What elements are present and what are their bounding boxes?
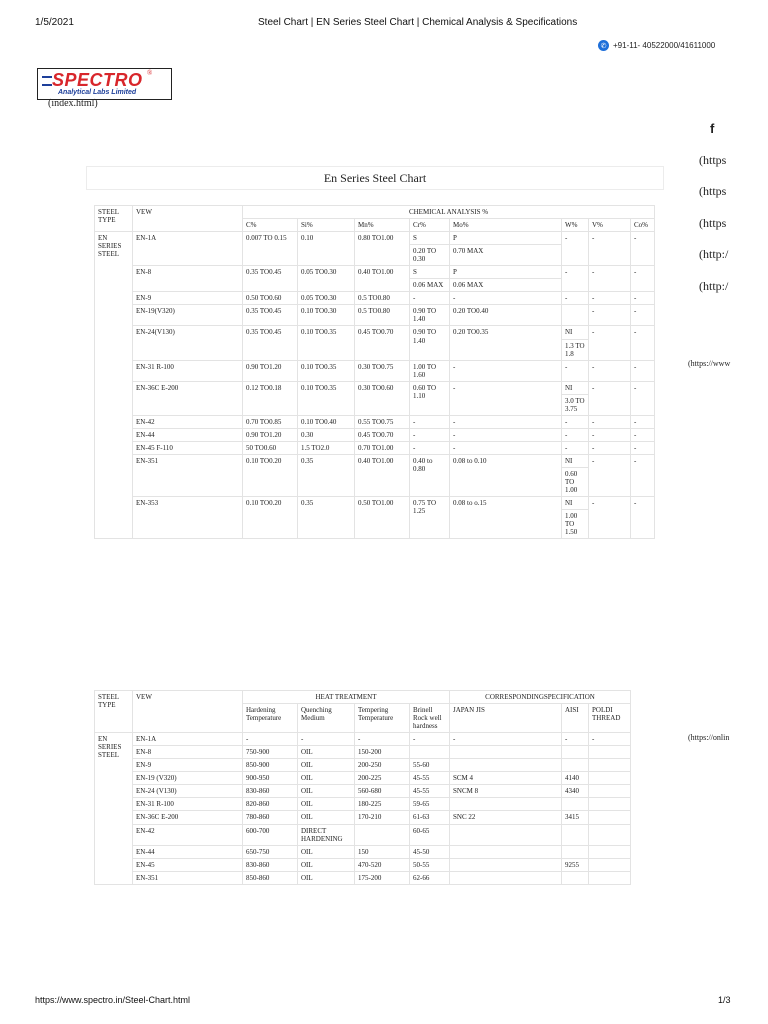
brinell-cell: 45-55 bbox=[410, 772, 450, 785]
mn-cell: 0.30 TO0.60 bbox=[355, 381, 410, 415]
mo-cell: - bbox=[450, 381, 562, 415]
brinell-cell: 62-66 bbox=[410, 871, 450, 884]
hard-cell: 850-860 bbox=[243, 871, 298, 884]
header-heat-treatment: HEAT TREATMENT bbox=[243, 691, 450, 704]
column-header: W% bbox=[562, 219, 589, 232]
v-cell: - bbox=[589, 326, 631, 360]
quench-cell: OIL bbox=[298, 798, 355, 811]
hard-cell: 830-860 bbox=[243, 785, 298, 798]
si-cell: 0.35 bbox=[298, 497, 355, 539]
poldi-cell bbox=[589, 824, 631, 845]
vew-cell: EN-9 bbox=[133, 759, 243, 772]
mo-cell: P bbox=[450, 266, 562, 279]
brinell-cell: - bbox=[410, 733, 450, 746]
vew-cell: EN-9 bbox=[133, 292, 243, 305]
v-cell: - bbox=[589, 232, 631, 266]
vew-cell: EN-36C E-200 bbox=[133, 811, 243, 824]
c-cell: 0.70 TO0.85 bbox=[243, 415, 298, 428]
column-header: Si% bbox=[298, 219, 355, 232]
facebook-icon[interactable]: f bbox=[710, 121, 715, 136]
c-cell: 0.12 TO0.18 bbox=[243, 381, 298, 415]
vew-cell: EN-353 bbox=[133, 497, 243, 539]
hard-cell: 600-700 bbox=[243, 824, 298, 845]
co-cell: - bbox=[631, 292, 655, 305]
quench-cell: OIL bbox=[298, 858, 355, 871]
cr-cell: - bbox=[410, 441, 450, 454]
page-number: 1/3 bbox=[718, 995, 731, 1005]
poldi-cell bbox=[589, 811, 631, 824]
quench-cell: - bbox=[298, 733, 355, 746]
table-row bbox=[95, 746, 631, 759]
aisi-cell bbox=[562, 824, 589, 845]
table-row bbox=[95, 772, 631, 785]
table-row bbox=[95, 845, 631, 858]
column-header: Mn% bbox=[355, 219, 410, 232]
linkedin-link[interactable]: (https bbox=[699, 184, 727, 198]
vew-cell: EN-8 bbox=[133, 266, 243, 292]
cr-cell: S bbox=[410, 266, 450, 279]
table-row bbox=[95, 811, 631, 824]
table-row bbox=[95, 428, 655, 441]
w-cell: - bbox=[562, 266, 589, 292]
cr-cell: - bbox=[410, 292, 450, 305]
co-cell: - bbox=[631, 305, 655, 326]
temper-cell: 150-200 bbox=[355, 746, 410, 759]
column-header: Cr% bbox=[410, 219, 450, 232]
column-header: Quenching Medium bbox=[298, 704, 355, 733]
side-link-1[interactable]: (https://www bbox=[688, 359, 731, 368]
poldi-cell bbox=[589, 845, 631, 858]
hard-cell: 650-750 bbox=[243, 845, 298, 858]
table-row bbox=[95, 871, 631, 884]
w-cell: NI bbox=[562, 326, 589, 339]
vew-cell: EN-45 bbox=[133, 858, 243, 871]
jis-cell bbox=[450, 824, 562, 845]
co-cell: - bbox=[631, 428, 655, 441]
quench-cell: OIL bbox=[298, 811, 355, 824]
cr-cell: - bbox=[410, 415, 450, 428]
co-cell: - bbox=[631, 415, 655, 428]
heat-treatment-table bbox=[94, 690, 631, 885]
table-row bbox=[95, 785, 631, 798]
mn-cell: 0.40 TO1.00 bbox=[355, 266, 410, 292]
cr-cell: 1.00 TO 1.60 bbox=[410, 360, 450, 381]
cr-cell: S bbox=[410, 232, 450, 245]
v-cell: - bbox=[589, 454, 631, 496]
mo-cell: 0.20 TO0.40 bbox=[450, 305, 562, 326]
vew-cell: EN-44 bbox=[133, 428, 243, 441]
w-cell-2: 3.0 TO 3.75 bbox=[562, 394, 589, 415]
vew-cell: EN-42 bbox=[133, 415, 243, 428]
co-cell: - bbox=[631, 497, 655, 539]
mo-cell: 0.08 to 0.10 bbox=[450, 454, 562, 496]
column-header: AISI bbox=[562, 704, 589, 733]
co-cell: - bbox=[631, 360, 655, 381]
jis-cell: SNCM 8 bbox=[450, 785, 562, 798]
co-cell: - bbox=[631, 326, 655, 360]
si-cell: 0.05 TO0.30 bbox=[298, 266, 355, 292]
temper-cell: 470-520 bbox=[355, 858, 410, 871]
jis-cell bbox=[450, 871, 562, 884]
mn-cell: 0.50 TO1.00 bbox=[355, 497, 410, 539]
quench-cell: OIL bbox=[298, 785, 355, 798]
temper-cell: 175-200 bbox=[355, 871, 410, 884]
vew-cell: EN-31 R-100 bbox=[133, 798, 243, 811]
mn-cell: 0.80 TO1.00 bbox=[355, 232, 410, 266]
mn-cell: 0.45 TO0.70 bbox=[355, 428, 410, 441]
table-row bbox=[95, 360, 655, 381]
c-cell: 0.10 TO0.20 bbox=[243, 497, 298, 539]
w-cell: - bbox=[562, 232, 589, 266]
si-cell: 0.10 TO0.35 bbox=[298, 326, 355, 360]
w-cell: - bbox=[562, 428, 589, 441]
hard-cell: 780-860 bbox=[243, 811, 298, 824]
twitter-link[interactable]: (https bbox=[699, 153, 727, 167]
jis-cell bbox=[450, 858, 562, 871]
temper-cell: 180-225 bbox=[355, 798, 410, 811]
si-cell: 1.5 TO2.0 bbox=[298, 441, 355, 454]
spectro-logo[interactable] bbox=[37, 68, 172, 100]
jis-cell bbox=[450, 746, 562, 759]
v-cell: - bbox=[589, 305, 631, 326]
side-link-2[interactable]: (https://onlin bbox=[688, 733, 730, 742]
v-cell: - bbox=[589, 360, 631, 381]
jis-cell bbox=[450, 759, 562, 772]
v-cell: - bbox=[589, 497, 631, 539]
column-header: V% bbox=[589, 219, 631, 232]
header-steel-type: STEEL TYPE bbox=[95, 206, 133, 232]
w-cell-2: 1.00 TO 1.50 bbox=[562, 510, 589, 539]
aisi-cell bbox=[562, 798, 589, 811]
c-cell: 0.10 TO0.20 bbox=[243, 454, 298, 496]
header-vew: VEW bbox=[133, 206, 243, 232]
v-cell: - bbox=[589, 441, 631, 454]
vew-cell: EN-44 bbox=[133, 845, 243, 858]
table-row bbox=[95, 798, 631, 811]
quench-cell: OIL bbox=[298, 759, 355, 772]
mo-cell: P bbox=[450, 232, 562, 245]
temper-cell: 150 bbox=[355, 845, 410, 858]
logo-subtitle: Analytical Labs Limited bbox=[58, 89, 137, 96]
steel-type-cell: EN SERIES STEEL bbox=[95, 733, 133, 885]
hard-cell: - bbox=[243, 733, 298, 746]
quench-cell: OIL bbox=[298, 845, 355, 858]
mn-cell: 0.45 TO0.70 bbox=[355, 326, 410, 360]
brinell-cell bbox=[410, 746, 450, 759]
c-cell: 0.35 TO0.45 bbox=[243, 266, 298, 292]
mo-cell: - bbox=[450, 441, 562, 454]
column-header: Hardening Temperature bbox=[243, 704, 298, 733]
cr-cell: 0.60 TO 1.10 bbox=[410, 381, 450, 415]
youtube-link[interactable]: (https bbox=[699, 216, 727, 230]
w-cell: NI bbox=[562, 497, 589, 510]
table-row bbox=[95, 381, 655, 394]
co-cell: - bbox=[631, 454, 655, 496]
cr-cell: 0.40 to 0.80 bbox=[410, 454, 450, 496]
vew-cell: EN-45 F-110 bbox=[133, 441, 243, 454]
temper-cell: - bbox=[355, 733, 410, 746]
v-cell: - bbox=[589, 415, 631, 428]
mn-cell: 0.30 TO0.75 bbox=[355, 360, 410, 381]
mn-cell: 0.70 TO1.00 bbox=[355, 441, 410, 454]
aisi-cell: - bbox=[562, 733, 589, 746]
mn-cell: 0.5 TO0.80 bbox=[355, 292, 410, 305]
aisi-cell bbox=[562, 871, 589, 884]
cr-cell: 0.75 TO 1.25 bbox=[410, 497, 450, 539]
mn-cell: 0.55 TO0.75 bbox=[355, 415, 410, 428]
hard-cell: 750-900 bbox=[243, 746, 298, 759]
jis-cell bbox=[450, 845, 562, 858]
vew-cell: EN-36C E-200 bbox=[133, 381, 243, 415]
column-header: Tempering Temperature bbox=[355, 704, 410, 733]
index-link[interactable]: (index.html) bbox=[48, 98, 98, 109]
vew-cell: EN-1A bbox=[133, 733, 243, 746]
w-cell: - bbox=[562, 415, 589, 428]
table-row bbox=[95, 759, 631, 772]
si-cell: 0.05 TO0.30 bbox=[298, 292, 355, 305]
brinell-cell: 59-65 bbox=[410, 798, 450, 811]
jis-cell: SCM 4 bbox=[450, 772, 562, 785]
header-corresponding-specification: CORRESPONDINGSPECIFICATION bbox=[450, 691, 631, 704]
c-cell: 0.90 TO1.20 bbox=[243, 428, 298, 441]
vew-cell: EN-24(V130) bbox=[133, 326, 243, 360]
si-cell: 0.10 TO0.40 bbox=[298, 415, 355, 428]
c-cell: 50 TO0.60 bbox=[243, 441, 298, 454]
mn-cell: 0.40 TO1.00 bbox=[355, 454, 410, 496]
co-cell: - bbox=[631, 232, 655, 266]
aisi-cell: 4140 bbox=[562, 772, 589, 785]
steel-type-cell: EN SERIES STEEL bbox=[95, 232, 133, 539]
table-row bbox=[95, 232, 655, 245]
quench-cell: OIL bbox=[298, 871, 355, 884]
vew-cell: EN-351 bbox=[133, 454, 243, 496]
temper-cell: 170-210 bbox=[355, 811, 410, 824]
mn-cell: 0.5 TO0.80 bbox=[355, 305, 410, 326]
print-title: Steel Chart | EN Series Steel Chart | Chemical Analysis & Specifications bbox=[258, 17, 578, 28]
poldi-cell bbox=[589, 772, 631, 785]
header-vew: VEW bbox=[133, 691, 243, 733]
quench-cell: DIRECT HARDENING bbox=[298, 824, 355, 845]
c-cell: 0.50 TO0.60 bbox=[243, 292, 298, 305]
table-row bbox=[95, 415, 655, 428]
instagram-link[interactable]: (http:/ bbox=[699, 247, 729, 261]
logo-registered-mark: ® bbox=[147, 69, 153, 77]
table-row bbox=[95, 266, 655, 279]
v-cell: - bbox=[589, 292, 631, 305]
vew-cell: EN-351 bbox=[133, 871, 243, 884]
quench-cell: OIL bbox=[298, 746, 355, 759]
logo-brand: SPECTRO bbox=[52, 70, 143, 90]
poldi-cell bbox=[589, 871, 631, 884]
cr-cell: 0.90 TO 1.40 bbox=[410, 326, 450, 360]
mo-cell: 0.20 TO0.35 bbox=[450, 326, 562, 360]
c-cell: 0.90 TO1.20 bbox=[243, 360, 298, 381]
v-cell: - bbox=[589, 428, 631, 441]
si-cell: 0.10 bbox=[298, 232, 355, 266]
temper-cell: 200-250 bbox=[355, 759, 410, 772]
brinell-cell: 61-63 bbox=[410, 811, 450, 824]
mo-cell: - bbox=[450, 415, 562, 428]
table-row bbox=[95, 454, 655, 467]
chemical-analysis-table bbox=[94, 205, 655, 539]
vew-cell: EN-19(V320) bbox=[133, 305, 243, 326]
column-header: JAPAN JIS bbox=[450, 704, 562, 733]
co-cell: - bbox=[631, 266, 655, 292]
poldi-cell bbox=[589, 858, 631, 871]
v-cell: - bbox=[589, 381, 631, 415]
table-row bbox=[95, 441, 655, 454]
c-cell: 0.35 TO0.45 bbox=[243, 305, 298, 326]
w-cell-2: 0.60 TO 1.00 bbox=[562, 468, 589, 497]
brinell-cell: 50-55 bbox=[410, 858, 450, 871]
brinell-cell: 45-50 bbox=[410, 845, 450, 858]
hard-cell: 830-860 bbox=[243, 858, 298, 871]
header-steel-type: STEEL TYPE bbox=[95, 691, 133, 733]
w-cell-2: 1.3 TO 1.8 bbox=[562, 339, 589, 360]
blog-link[interactable]: (http:/ bbox=[699, 279, 729, 293]
logo-mark bbox=[42, 76, 52, 86]
vew-cell: EN-8 bbox=[133, 746, 243, 759]
co-cell: - bbox=[631, 441, 655, 454]
cr-cell-2: 0.20 TO 0.30 bbox=[410, 245, 450, 266]
si-cell: 0.35 bbox=[298, 454, 355, 496]
hard-cell: 850-900 bbox=[243, 759, 298, 772]
hard-cell: 900-950 bbox=[243, 772, 298, 785]
mo-cell: - bbox=[450, 428, 562, 441]
c-cell: 0.007 TO 0.15 bbox=[243, 232, 298, 266]
column-header: Mo% bbox=[450, 219, 562, 232]
poldi-cell bbox=[589, 785, 631, 798]
co-cell: - bbox=[631, 381, 655, 415]
brinell-cell: 60-65 bbox=[410, 824, 450, 845]
aisi-cell: 3415 bbox=[562, 811, 589, 824]
column-header: C% bbox=[243, 219, 298, 232]
phone-icon: ✆ bbox=[598, 40, 609, 51]
w-cell: NI bbox=[562, 381, 589, 394]
vew-cell: EN-42 bbox=[133, 824, 243, 845]
aisi-cell: 9255 bbox=[562, 858, 589, 871]
table-row bbox=[95, 292, 655, 305]
vew-cell: EN-1A bbox=[133, 232, 243, 266]
temper-cell: 560-680 bbox=[355, 785, 410, 798]
vew-cell: EN-31 R-100 bbox=[133, 360, 243, 381]
cr-cell-2: 0.06 MAX bbox=[410, 279, 450, 292]
aisi-cell bbox=[562, 845, 589, 858]
mo-cell-2: 0.06 MAX bbox=[450, 279, 562, 292]
w-cell: NI bbox=[562, 454, 589, 467]
si-cell: 0.30 bbox=[298, 428, 355, 441]
mo-cell: - bbox=[450, 292, 562, 305]
temper-cell bbox=[355, 824, 410, 845]
poldi-cell: - bbox=[589, 733, 631, 746]
table-row bbox=[95, 824, 631, 845]
v-cell: - bbox=[589, 266, 631, 292]
column-header: Co% bbox=[631, 219, 655, 232]
table-row bbox=[95, 497, 655, 510]
column-header: POLDI THREAD bbox=[589, 704, 631, 733]
table-row bbox=[95, 858, 631, 871]
mo-cell: 0.08 to o.15 bbox=[450, 497, 562, 539]
poldi-cell bbox=[589, 746, 631, 759]
table-row bbox=[95, 326, 655, 339]
aisi-cell bbox=[562, 746, 589, 759]
jis-cell bbox=[450, 798, 562, 811]
jis-cell: SNC 22 bbox=[450, 811, 562, 824]
poldi-cell bbox=[589, 798, 631, 811]
aisi-cell: 4340 bbox=[562, 785, 589, 798]
w-cell: - bbox=[562, 441, 589, 454]
si-cell: 0.10 TO0.35 bbox=[298, 360, 355, 381]
print-date: 1/5/2021 bbox=[35, 17, 74, 28]
table-row bbox=[95, 305, 655, 326]
quench-cell: OIL bbox=[298, 772, 355, 785]
w-cell bbox=[562, 305, 589, 326]
vew-cell: EN-19 (V320) bbox=[133, 772, 243, 785]
vew-cell: EN-24 (V130) bbox=[133, 785, 243, 798]
si-cell: 0.10 TO0.35 bbox=[298, 381, 355, 415]
w-cell: - bbox=[562, 360, 589, 381]
brinell-cell: 45-55 bbox=[410, 785, 450, 798]
phone-number: +91-11- 40522000/41611000 bbox=[613, 41, 716, 50]
cr-cell: - bbox=[410, 428, 450, 441]
jis-cell: - bbox=[450, 733, 562, 746]
aisi-cell bbox=[562, 759, 589, 772]
cr-cell: 0.90 TO 1.40 bbox=[410, 305, 450, 326]
si-cell: 0.10 TO0.30 bbox=[298, 305, 355, 326]
brinell-cell: 55-60 bbox=[410, 759, 450, 772]
w-cell: - bbox=[562, 292, 589, 305]
mo-cell-2: 0.70 MAX bbox=[450, 245, 562, 266]
poldi-cell bbox=[589, 759, 631, 772]
hard-cell: 820-860 bbox=[243, 798, 298, 811]
phone-contact[interactable] bbox=[598, 40, 715, 51]
footer-url: https://www.spectro.in/Steel-Chart.html bbox=[35, 995, 191, 1005]
column-header: Brinell Rock well hardness bbox=[410, 704, 450, 733]
table-row bbox=[95, 733, 631, 746]
header-chemical-analysis: CHEMICAL ANALYSIS % bbox=[243, 206, 655, 219]
page-title: En Series Steel Chart bbox=[86, 166, 664, 190]
mo-cell: - bbox=[450, 360, 562, 381]
c-cell: 0.35 TO0.45 bbox=[243, 326, 298, 360]
temper-cell: 200-225 bbox=[355, 772, 410, 785]
